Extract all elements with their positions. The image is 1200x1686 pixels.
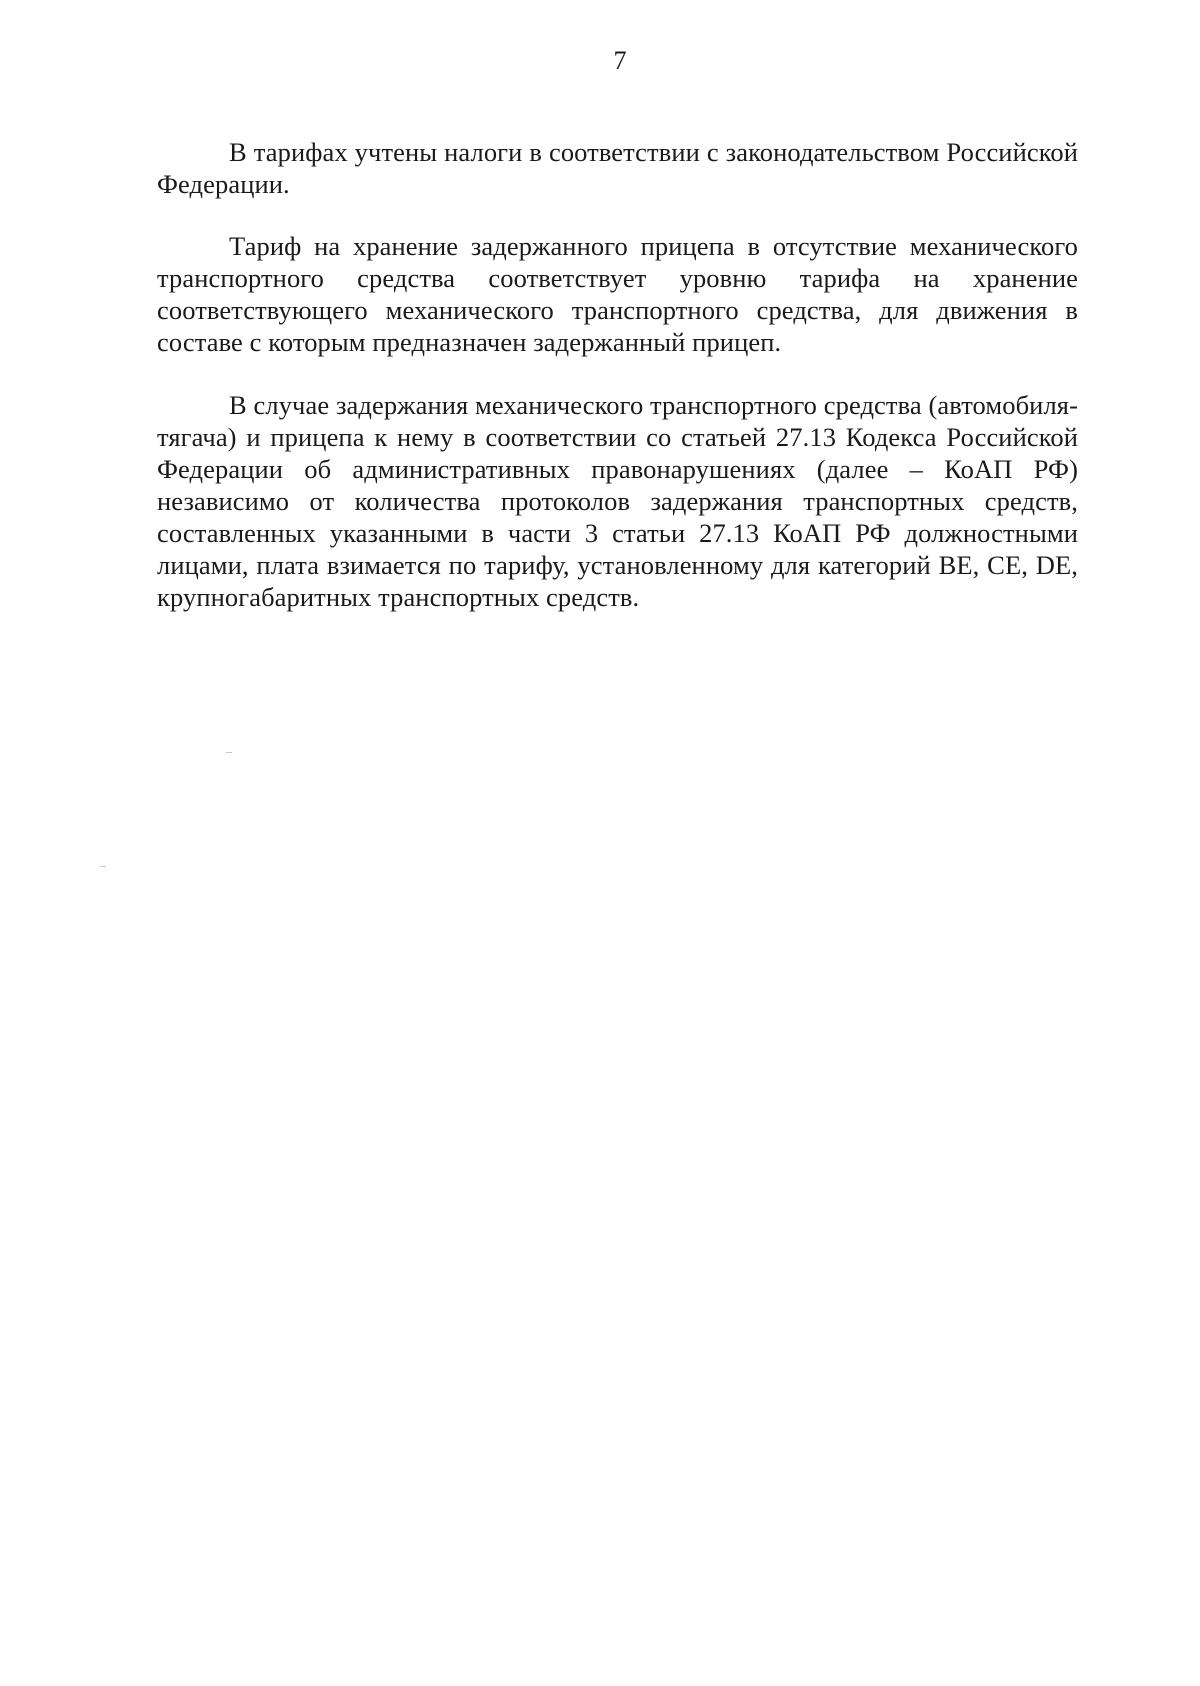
page-number: 7 — [613, 46, 627, 75]
scan-speck — [100, 866, 106, 867]
scan-speck — [226, 752, 232, 753]
paragraph-taxes: В тарифах учтены налоги в соответствии с законодательством Российской Федерации. — [157, 137, 1078, 199]
paragraph-trailer-storage-tariff: Тариф на хранение задержанного прицепа в отсутствие механического транспортного средства соответствует уровню тарифа на хранение соответствующего механического транспортного средства, для движения в составе с которым предназначен задержанный прицеп. — [157, 231, 1078, 357]
document-body — [157, 136, 1078, 643]
paragraph-detention-tariff: В случае задержания механического транспортного средства (автомобиля-тягача) и прицепа к нему в соответствии со статьей 27.13 Кодекса Российской Федерации об административных правонарушениях (далее – КоАП РФ) независимо от количества протоколов задержания транспортных средств, составленных указанными в части 3 статьи 27.13 КоАП РФ должностными лицами, плата взимается по тарифу, установленному для категорий BE, CE, DE, крупногабаритных транспортных средств. — [157, 390, 1078, 612]
